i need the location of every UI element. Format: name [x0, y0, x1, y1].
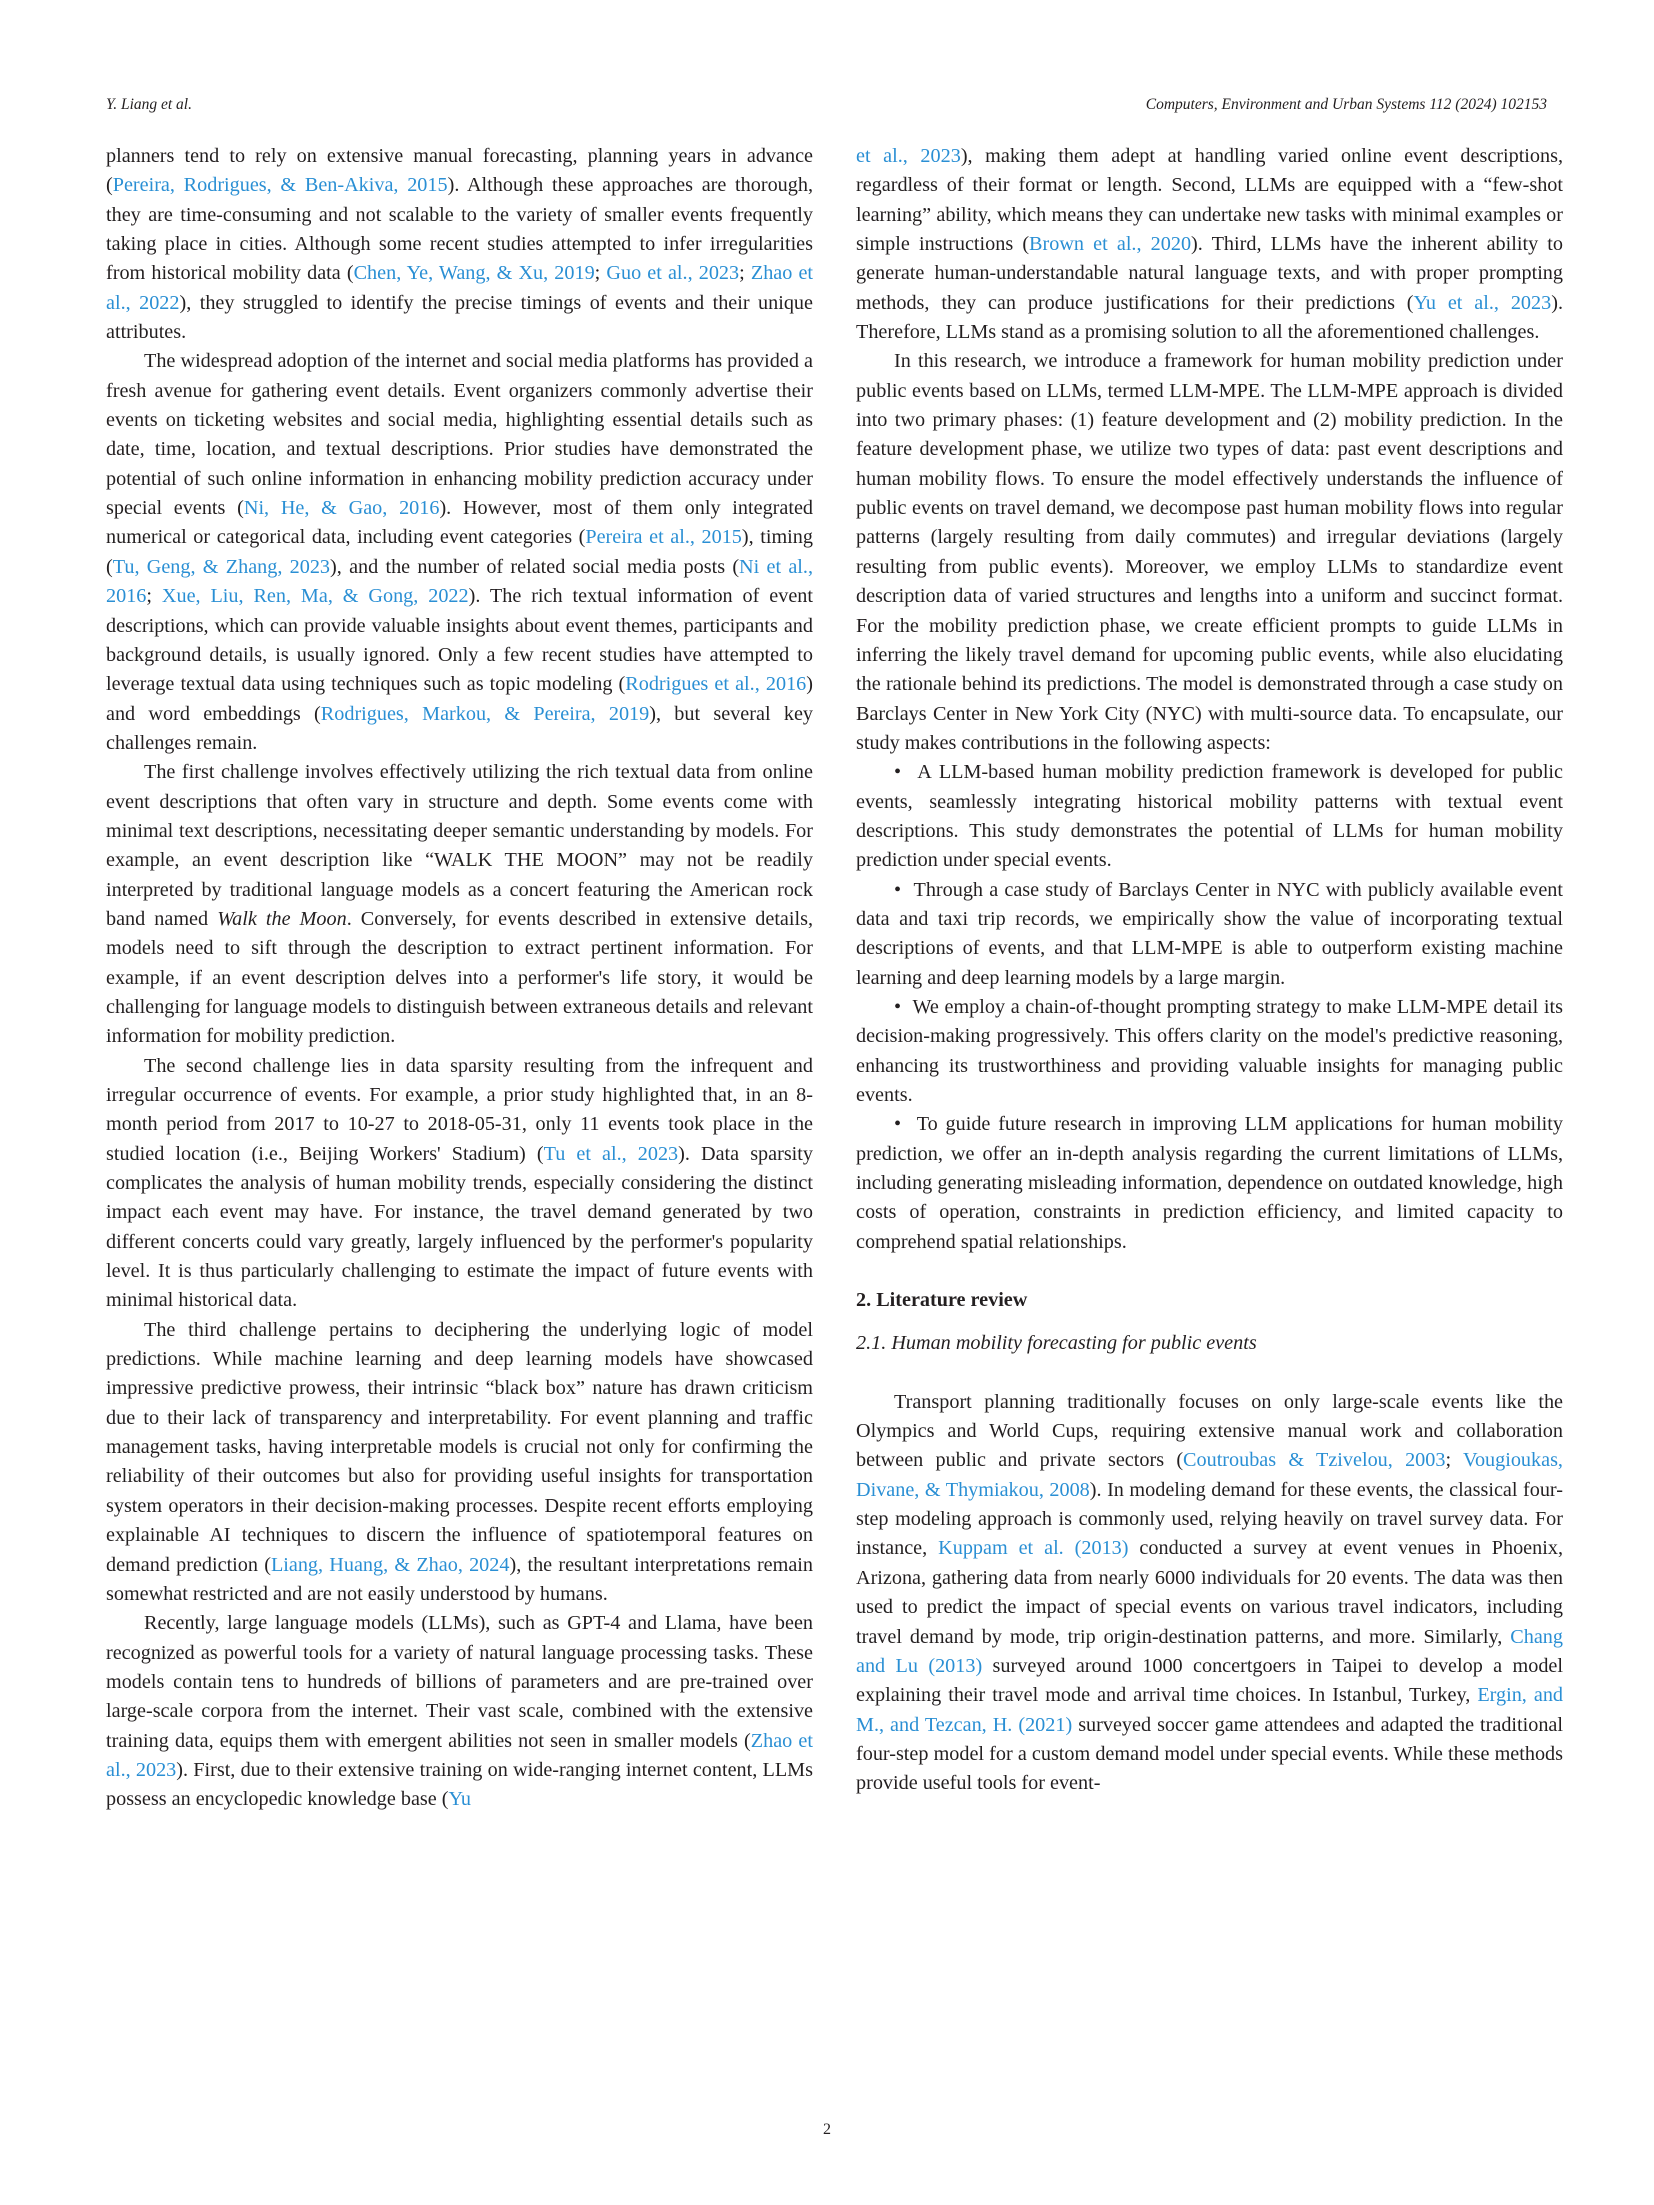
citation-link[interactable]: Pereira, Rodrigues, & Ben-Akiva, 2015	[112, 174, 448, 197]
paragraph: The widespread adoption of the internet and social media platforms has provided a fresh avenue for gathering event details. Event organizers commonly advertise their events on ticketing websites and social media, highlighting essential details such as date, time, location, and textual descriptions. Prior studies have demonstrated the potential of such online information in enhancing mobility prediction accuracy under special events (Ni, He, & Gao, 2016). However, most of them only integrated numerical or categorical data, including event categories (Pereira et al., 2015), timing (Tu, Geng, & Zhang, 2023), and the number of related social media posts (Ni et al., 2016; Xue, Liu, Ren, Ma, & Gong, 2022). The rich textual information of event descriptions, which can provide valuable insights about event themes, participants and background details, is usually ignored. Only a few recent studies have attempted to leverage textual data using techniques such as topic modeling (Rodrigues et al., 2016) and word embeddings (Rodrigues, Markou, & Pereira, 2019), but several key challenges remain.	[106, 350, 814, 754]
citation-link[interactable]: Yu et al., 2023	[1413, 291, 1552, 314]
citation-link[interactable]: Coutroubas & Tzivelou, 2003	[1183, 1449, 1446, 1472]
bullet-icon: •	[894, 761, 902, 784]
contribution-bullet: • We employ a chain-of-thought prompting strategy to make LLM-MPE detail its decision-making progressively. This offers clarity on the model's predictive reasoning, enhancing its trustworthiness and providing valuable insights for managing public events.	[856, 995, 1563, 1106]
paragraph: In this research, we introduce a framework for human mobility prediction under public events based on LLMs, termed LLM-MPE. The LLM-MPE approach is divided into two primary phases: (1) feature development and (2) mobility prediction. In the feature development phase, we utilize two types of data: past event descriptions and human mobility flows. To ensure the model effectively understands the influence of public events on travel demand, we decompose past human mobility flows into regular patterns (largely resulting from daily commutes) and irregular deviations (largely resulting from public events). Moreover, we employ LLMs to standardize event description data of varied structures and lengths into a uniform and succinct format. For the mobility prediction phase, we create efficient prompts to guide LLMs in inferring the likely travel demand for upcoming public events, while also elucidating the rationale behind its predictions. The model is demonstrated through a case study on Barclays Center in New York City (NYC) with multi-source data. To encapsulate, our study makes contributions in the following aspects:	[856, 350, 1563, 754]
paragraph: et al., 2023), making them adept at handling varied online event descriptions, regardless of their format or length. Second, LLMs are equipped with a “few-shot learning” ability, which means they can undertake new tasks with minimal examples or simple instructions (Brown et al., 2020). Third, LLMs have the inherent ability to generate human-understandable natural language texts, and with proper prompting methods, they can produce justifications for their predictions (Yu et al., 2023). Therefore, LLMs stand as a promising solution to all the aforementioned challenges.	[856, 145, 1564, 344]
citation-link[interactable]: Tu et al., 2023	[543, 1142, 679, 1165]
running-header-journal: Computers, Environment and Urban Systems 112 (2024) 102153	[1145, 96, 1547, 113]
citation-link[interactable]: Xue, Liu, Ren, Ma, & Gong, 2022	[161, 585, 469, 608]
subsection-title: 2.1. Human mobility forecasting for public events	[856, 1332, 1257, 1355]
paragraph: Recently, large language models (LLMs), such as GPT-4 and Llama, have been recognized as powerful tools for a variety of natural language processing tasks. These models contain tens to hundreds of billions of parameters and are pre-trained over large-scale corpora from the internet. Their vast scale, combined with the extensive training data, equips them with emergent abilities not seen in smaller models (Zhao et al., 2023). First, due to their extensive training on wide-ranging internet content, LLMs possess an encyclopedic knowledge base (Yu	[106, 1612, 813, 1811]
bullet-icon: •	[894, 878, 902, 901]
citation-link[interactable]: Liang, Huang, & Zhao, 2024	[270, 1553, 510, 1576]
paragraph: The first challenge involves effectively utilizing the rich textual data from online event descriptions that often vary in structure and depth. Some events come with minimal text descriptions, necessitating deeper semantic understanding by models. For example, an event description like “WALK THE MOON” may not be readily interpreted by traditional language models as a concert featuring the American rock band named Walk the Moon. Conversely, for events described in extensive details, models need to sift through the description to extract pertinent information. For example, if an event description delves into a performer's life story, it would be challenging for language models to distinguish between extraneous details and relevant information for mobility prediction.	[106, 761, 814, 1048]
citation-link[interactable]: Rodrigues, Markou, & Pereira, 2019	[320, 702, 650, 725]
contribution-bullet: • Through a case study of Barclays Center in NYC with publicly available event data and taxi trip records, we empirically show the value of incorporating textual descriptions of events, and that LLM-MPE is able to outperform existing machine learning and deep learning models by a large margin.	[856, 878, 1564, 989]
paragraph: Transport planning traditionally focuses on only large-scale events like the Olympics and World Cups, requiring extensive manual work and collaboration between public and private sectors (Coutroubas & Tzivelou, 2003; Vougioukas, Divane, & Thymiakou, 2008). In modeling demand for these events, the classical four-step modeling approach is commonly used, relying heavily on travel survey data. For instance, Kuppam et al. (2013) conducted a survey at event venues in Phoenix, Arizona, gathering data from nearly 6000 individuals for 20 events. The data was then used to predict the impact of special events on various travel indicators, including travel demand by mode, trip origin-destination patterns, and more. Similarly, Chang and Lu (2013) surveyed around 1000 concertgoers in Taipei to develop a model explaining their travel mode and arrival time choices. In Istanbul, Turkey, Ergin, and M., and Tezcan, H. (2021) surveyed soccer game attendees and adapted the traditional four-step model for a custom demand model under special events. While these methods provide useful tools for event-	[856, 1390, 1564, 1795]
citation-link[interactable]: Zhao et al., 2023	[106, 1729, 813, 1781]
page-number: 2	[823, 2121, 831, 2138]
right-column	[856, 142, 1563, 1799]
running-header-authors: Y. Liang et al.	[106, 96, 192, 113]
paragraph: The third challenge pertains to deciphering the underlying logic of model predictions. While machine learning and deep learning models have showcased impressive predictive prowess, their intrinsic “black box” nature has drawn criticism due to their lack of transparency and interpretability. For event planning and traffic management tasks, having interpretable models is crucial not only for confirming the reliability of their outcomes but also for providing useful insights for transportation system operators in their decision-making processes. Despite recent efforts employing explainable AI techniques to discern the influence of spatiotemporal features on demand prediction (Liang, Huang, & Zhao, 2024), the resultant interpretations remain somewhat restricted and are not easily understood by humans.	[106, 1318, 813, 1605]
contribution-bullet: • To guide future research in improving LLM applications for human mobility prediction, we offer an in-depth analysis regarding the current limitations of LLMs, including generating misleading information, dependence on outdated knowledge, high costs of operation, constraints in prediction efficiency, and limited capacity to comprehend spatial relationships.	[856, 1113, 1563, 1253]
bullet-icon: •	[894, 1113, 902, 1136]
citation-link[interactable]: Yu	[448, 1788, 471, 1811]
citation-link[interactable]: Pereira et al., 2015	[585, 526, 742, 549]
left-column	[106, 142, 813, 1815]
band-name-emphasis: Walk the Moon	[217, 907, 347, 930]
citation-link[interactable]: Kuppam et al. (2013)	[938, 1537, 1129, 1560]
citation-link[interactable]: Tu, Geng, & Zhang, 2023	[112, 555, 331, 578]
citation-link[interactable]: Chang and Lu (2013)	[856, 1625, 1563, 1677]
contribution-bullet: • A LLM-based human mobility prediction framework is developed for public events, seamlessly integrating historical mobility patterns with textual event descriptions. This study demonstrates the potential of LLMs for human mobility prediction under special events.	[856, 761, 1564, 872]
paragraph: The second challenge lies in data sparsity resulting from the infrequent and irregular occurrence of events. For example, a prior study highlighted that, in an 8-month period from 2017 to 10-27 to 2018-05-31, only 11 events took place in the studied location (i.e., Beijing Workers' Stadium) (Tu et al., 2023). Data sparsity complicates the analysis of human mobility trends, especially considering the distinct impact each event may have. For instance, the travel demand generated by two different concerts could vary greatly, largely influenced by the performer's popularity level. It is thus particularly challenging to estimate the impact of future events with minimal historical data.	[106, 1054, 813, 1312]
citation-link[interactable]: Brown et al., 2020	[1029, 233, 1192, 256]
citation-link[interactable]: et al., 2023	[856, 145, 961, 167]
citation-link[interactable]: Vougioukas, Divane, & Thymiakou, 2008	[856, 1449, 1563, 1501]
citation-link[interactable]: Ni, He, & Gao, 2016	[243, 497, 440, 520]
paragraph: planners tend to rely on extensive manual forecasting, planning years in advance (Pereira, Rodrigues, & Ben-Akiva, 2015). Although these approaches are thorough, they are time-consuming and not scalable to the variety of smaller events frequently taking place in cities. Although some recent studies attempted to infer irregularities from historical mobility data (Chen, Ye, Wang, & Xu, 2019; Guo et al., 2023; Zhao et al., 2022), they struggled to identify the precise timings of events and their unique attributes.	[106, 145, 814, 344]
bullet-icon: •	[894, 995, 902, 1018]
section-title: 2. Literature review	[856, 1289, 1028, 1312]
citation-link[interactable]: Chen, Ye, Wang, & Xu, 2019	[353, 262, 595, 285]
citation-link[interactable]: Ergin, and M., and Tezcan, H. (2021)	[856, 1684, 1564, 1736]
citation-link[interactable]: Ni et al., 2016	[106, 555, 813, 608]
citation-link[interactable]: Guo et al., 2023	[606, 262, 740, 285]
citation-link[interactable]: Rodrigues et al., 2016	[625, 673, 807, 696]
citation-link[interactable]: Zhao et al., 2022	[106, 262, 814, 314]
